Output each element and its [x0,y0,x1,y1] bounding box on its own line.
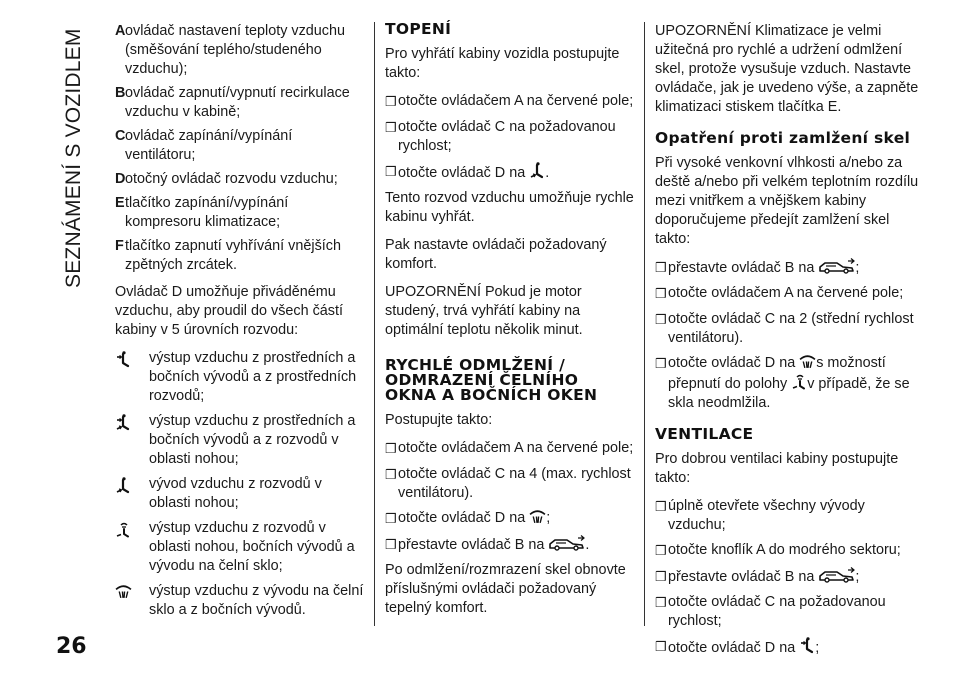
list-item: ❒ otočte ovládač C na 2 (střední rychlost ventilátoru). [655,310,925,348]
mode-item: výstup vzduchu z prostředních a bočních vývodů a z rozvodů v oblasti nohou; [115,412,365,469]
list-item: ❒ otočte ovládač D na s možností přepnutí do polohy v případě, že se skla neodmlžila. [655,354,925,413]
list-item: ❒ přestavte ovládač B na ; [655,567,925,587]
list-item: ❒ otočte ovládač D na ; [385,509,635,529]
checkbox-bullet-icon [655,284,668,304]
mode-item: vývod vzduchu z rozvodů v oblasti nohou; [115,475,365,513]
list-item: ❒ přestavte ovládač B na ; [655,258,925,278]
column-divider [644,22,645,626]
defrost-heading: RYCHLÉ ODMLŽENÍ / ODMRAZENÍ ČELNÍHO OKNA A BOČNÍCH OKEN [385,356,598,404]
checkbox-bullet-icon [655,354,668,413]
checkbox-bullet-icon [655,310,668,348]
control-item: F tlačítko zapnutí vyhřívání vnějších zpětných zrcátek. [115,238,341,273]
outside-air-icon [818,567,855,583]
paragraph: Pak nastavte ovládači požadovaný komfort. [385,237,607,272]
list-item: ❒ přestavte ovládač B na . [385,535,635,555]
column-right [655,22,925,664]
heating-warning: UPOZORNĚNÍ Pokud je motor studený, trvá vyhřátí kabiny na optimální teplotu několik minut. [385,284,583,338]
list-item: ❒ úplně otevřete všechny vývody vzduchu; [655,497,925,535]
checkbox-bullet-icon [385,92,398,112]
checkbox-bullet-icon [655,258,668,278]
list-item: ❒ otočte ovládač D na . [385,162,635,183]
checkbox-bullet-icon [385,535,398,555]
ac-note: UPOZORNĚNÍ Klimatizace je velmi užitečná pro rychlé a udržení odmlžení skel, protože vysušuje vzduch. Nastavte ovládače, jak je uvedeno výše, a zapněte klimatizaci stiskem tlačítka E. [655,23,919,115]
checkbox-bullet-icon [385,509,398,529]
page-number: 26 [56,634,87,659]
fog-intro: Při vysoké venkovní vlhkosti a/nebo za deště a/nebo při velkém teplotním rozdílu mezi vnitřkem a vnějškem kabiny doporučujeme předejít zamlžení skel takto: [655,155,919,247]
column-middle [385,22,635,627]
list-item: ❒ otočte ovládač C na požadovanou rychlost; [385,118,635,156]
checkbox-bullet-icon [655,541,668,561]
list-item: ❒ otočte ovládač C na požadovanou rychlost; [655,593,925,631]
face-vent-icon [115,351,131,368]
checkbox-bullet-icon [655,567,668,587]
windscreen-defrost-icon [115,584,132,599]
windscreen-defrost-icon [529,509,546,524]
heating-intro: Pro vyhřátí kabiny vozidla postupujte takto: [385,46,620,81]
mode-item: výstup vzduchu z vývodu na čelní sklo a z bočních vývodů. [115,582,365,620]
mode-item: výstup vzduchu z prostředních a bočních vývodů a z prostředních rozvodů; [115,349,365,406]
checkbox-bullet-icon [385,162,398,183]
ventilation-heading: VENTILACE [655,425,754,443]
control-item: C ovládač zapínání/vypínání ventilátoru; [115,128,293,163]
fog-heading: Opatření proti zamlžení skel [655,129,911,147]
outside-air-icon [548,535,585,551]
column-left [115,22,365,626]
checkbox-bullet-icon [385,465,398,503]
control-item: E tlačítko zapínání/vypínání kompresoru klimatizace; [115,195,289,230]
list-item: ❒ otočte knoflík A do modrého sektoru; [655,541,925,561]
column-divider [374,22,375,626]
paragraph: Tento rozvod vzduchu umožňuje rychle kabinu vyhřát. [385,190,634,225]
list-item: ❒ otočte ovládačem A na červené pole; [655,284,925,304]
mode-item: výstup vzduchu z rozvodů v oblasti nohou, bočních vývodů a vývodu na čelní sklo; [115,519,365,576]
sidebar-section-title: SEZNÁMENÍ S VOZIDLEM [62,28,85,288]
distribution-intro: Ovládač D umožňuje přiváděnému vzduchu, aby proudil do všech částí kabiny v 5 úrovních rozvodu: [115,284,343,338]
control-item: D otočný ovládač rozvodu vzduchu; [115,171,338,187]
list-item: ❒ otočte ovládačem A na červené pole; [385,439,635,459]
checkbox-bullet-icon [655,637,668,658]
checkbox-bullet-icon [385,118,398,156]
feet-vent-icon [529,162,545,179]
paragraph: Po odmlžení/rozmrazení skel obnovte příslušnými ovládači požadovaný tepelný komfort. [385,562,626,616]
list-item: ❒ otočte ovládačem A na červené pole; [385,92,635,112]
feet-windscreen-vent-icon [115,521,131,538]
list-item: ❒ otočte ovládač D na ; [655,637,925,658]
checkbox-bullet-icon [655,593,668,631]
feet-windscreen-vent-icon [791,373,807,390]
checkbox-bullet-icon [385,439,398,459]
windscreen-defrost-icon [799,354,816,369]
heating-heading: TOPENÍ [385,20,452,38]
checkbox-bullet-icon [655,497,668,535]
face-feet-vent-icon [115,414,131,431]
feet-vent-icon [115,477,131,494]
outside-air-icon [818,258,855,274]
ventilation-intro: Pro dobrou ventilaci kabiny postupujte takto: [655,451,899,486]
list-item: ❒ otočte ovládač C na 4 (max. rychlost ventilátoru). [385,465,635,503]
face-vent-icon [799,637,815,654]
control-item: A ovládač nastavení teploty vzduchu (směšování teplého/studeného vzduchu); [115,23,345,77]
control-item: B ovládač zapnutí/vypnutí recirkulace vzduchu v kabině; [115,85,350,120]
defrost-intro: Postupujte takto: [385,412,493,428]
